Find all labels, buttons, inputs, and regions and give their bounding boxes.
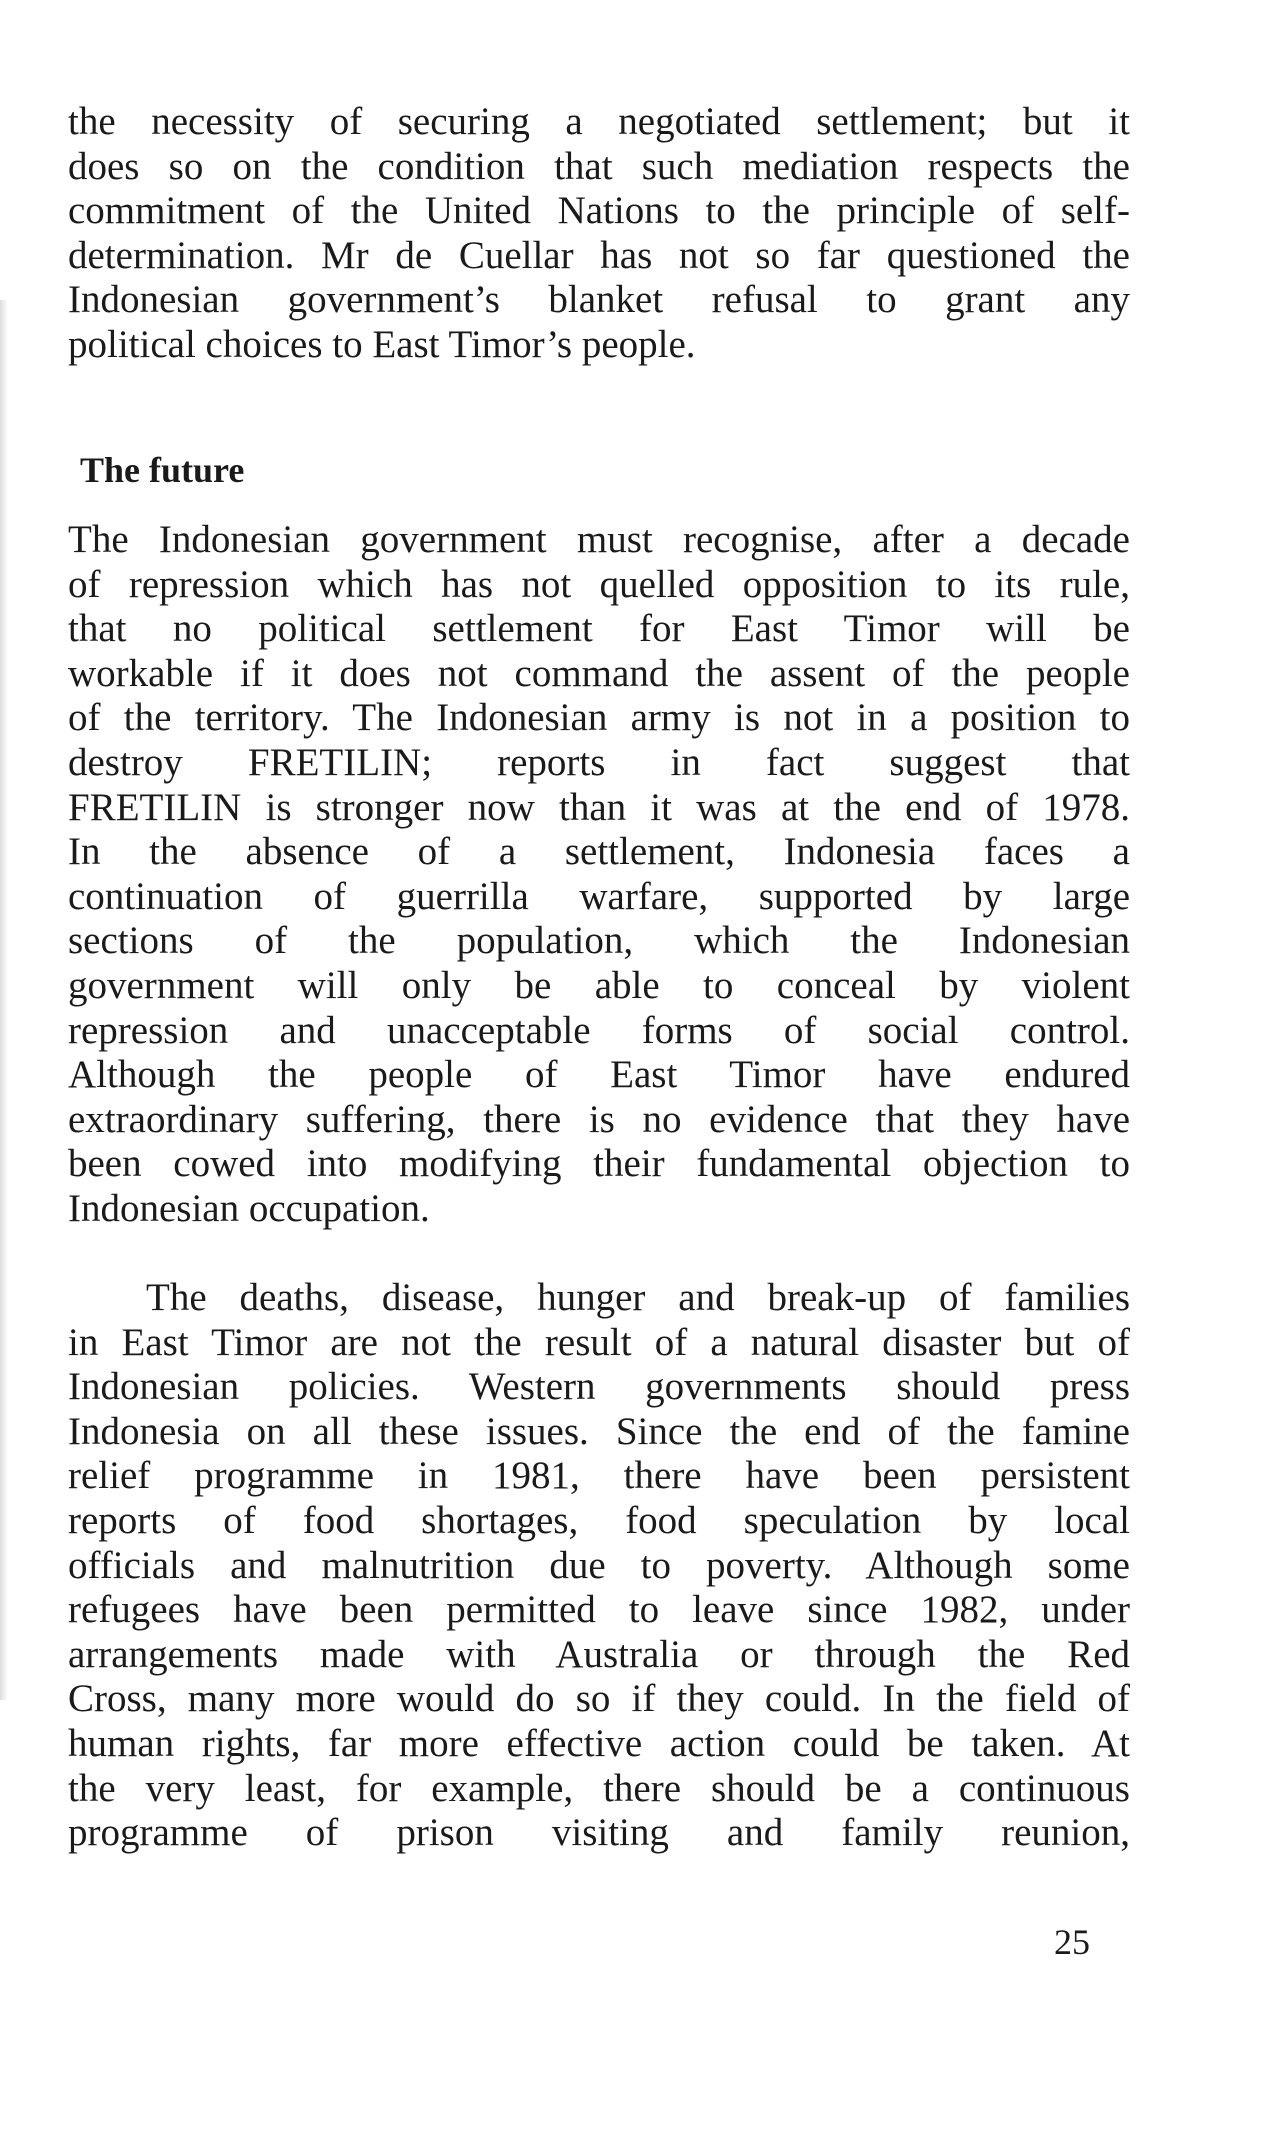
text-line: Indonesian occupation. (68, 1186, 430, 1230)
page-spine-shadow (0, 300, 8, 1700)
text-line: reports of food shortages, food speculation by local (68, 1498, 1130, 1542)
text-line: sections of the population, which the Indonesian (68, 919, 1130, 963)
text-line: of repression which has not quelled opposition to its rule, (68, 562, 1130, 606)
text-line: The Indonesian government must recognise, after a decade (68, 518, 1130, 561)
text-line: human rights, far more effective action could be taken. At (68, 1721, 1130, 1765)
text-line: government will only be able to conceal by violent (68, 963, 1130, 1007)
text-line: programme of prison visiting and family reunion, (68, 1811, 1130, 1855)
text-line: refugees have been permitted to leave since 1982, under (68, 1588, 1130, 1632)
section-heading: The future (80, 450, 245, 490)
text-line: FRETILIN is stronger now than it was at the end of 1978. (68, 785, 1130, 829)
text-line: officials and malnutrition due to poverty. Although some (68, 1543, 1130, 1587)
text-line: repression and unacceptable forms of social control. (68, 1008, 1130, 1052)
text-line: arrangements made with Australia or through the Red (68, 1632, 1130, 1676)
text-line: determination. Mr de Cuellar has not so far questioned the (68, 233, 1130, 277)
text-line: of the territory. The Indonesian army is not in a position to (68, 696, 1130, 740)
text-line: extraordinary suffering, there is no evidence that they have (68, 1097, 1130, 1141)
paragraph-1 (68, 100, 1130, 368)
text-line: Indonesia on all these issues. Since the end of the famine (68, 1409, 1130, 1453)
text-line: workable if it does not command the assent of the people (68, 651, 1130, 695)
text-line: commitment of the United Nations to the principle of self- (68, 189, 1130, 233)
text-line: the necessity of securing a negotiated settlement; but it (68, 100, 1130, 143)
text-line: destroy FRETILIN; reports in fact suggest that (68, 740, 1130, 784)
text-line: does so on the condition that such mediation respects the (68, 144, 1130, 188)
text-line: Cross, many more would do so if they could. In the field of (68, 1677, 1130, 1721)
paragraph-2 (68, 518, 1130, 1232)
text-line: Indonesian government’s blanket refusal to grant any (68, 278, 1130, 322)
paragraph-3 (68, 1276, 1130, 1856)
text-line: been cowed into modifying their fundamental objection to (68, 1142, 1130, 1186)
text-line: Although the people of East Timor have endured (68, 1053, 1130, 1097)
text-line: in East Timor are not the result of a natural disaster but of (68, 1320, 1130, 1364)
text-line: continuation of guerrilla warfare, supported by large (68, 874, 1130, 918)
text-line: political choices to East Timor’s people. (68, 322, 696, 366)
text-line: Indonesian policies. Western governments should press (68, 1365, 1130, 1409)
page-number: 25 (1054, 1922, 1090, 1962)
text-line: In the absence of a settlement, Indonesia faces a (68, 830, 1130, 874)
text-line: the very least, for example, there should be a continuous (68, 1766, 1130, 1810)
text-line: The deaths, disease, hunger and break-up of families (146, 1276, 1130, 1319)
text-line: relief programme in 1981, there have been persistent (68, 1454, 1130, 1498)
text-line: that no political settlement for East Timor will be (68, 607, 1130, 651)
